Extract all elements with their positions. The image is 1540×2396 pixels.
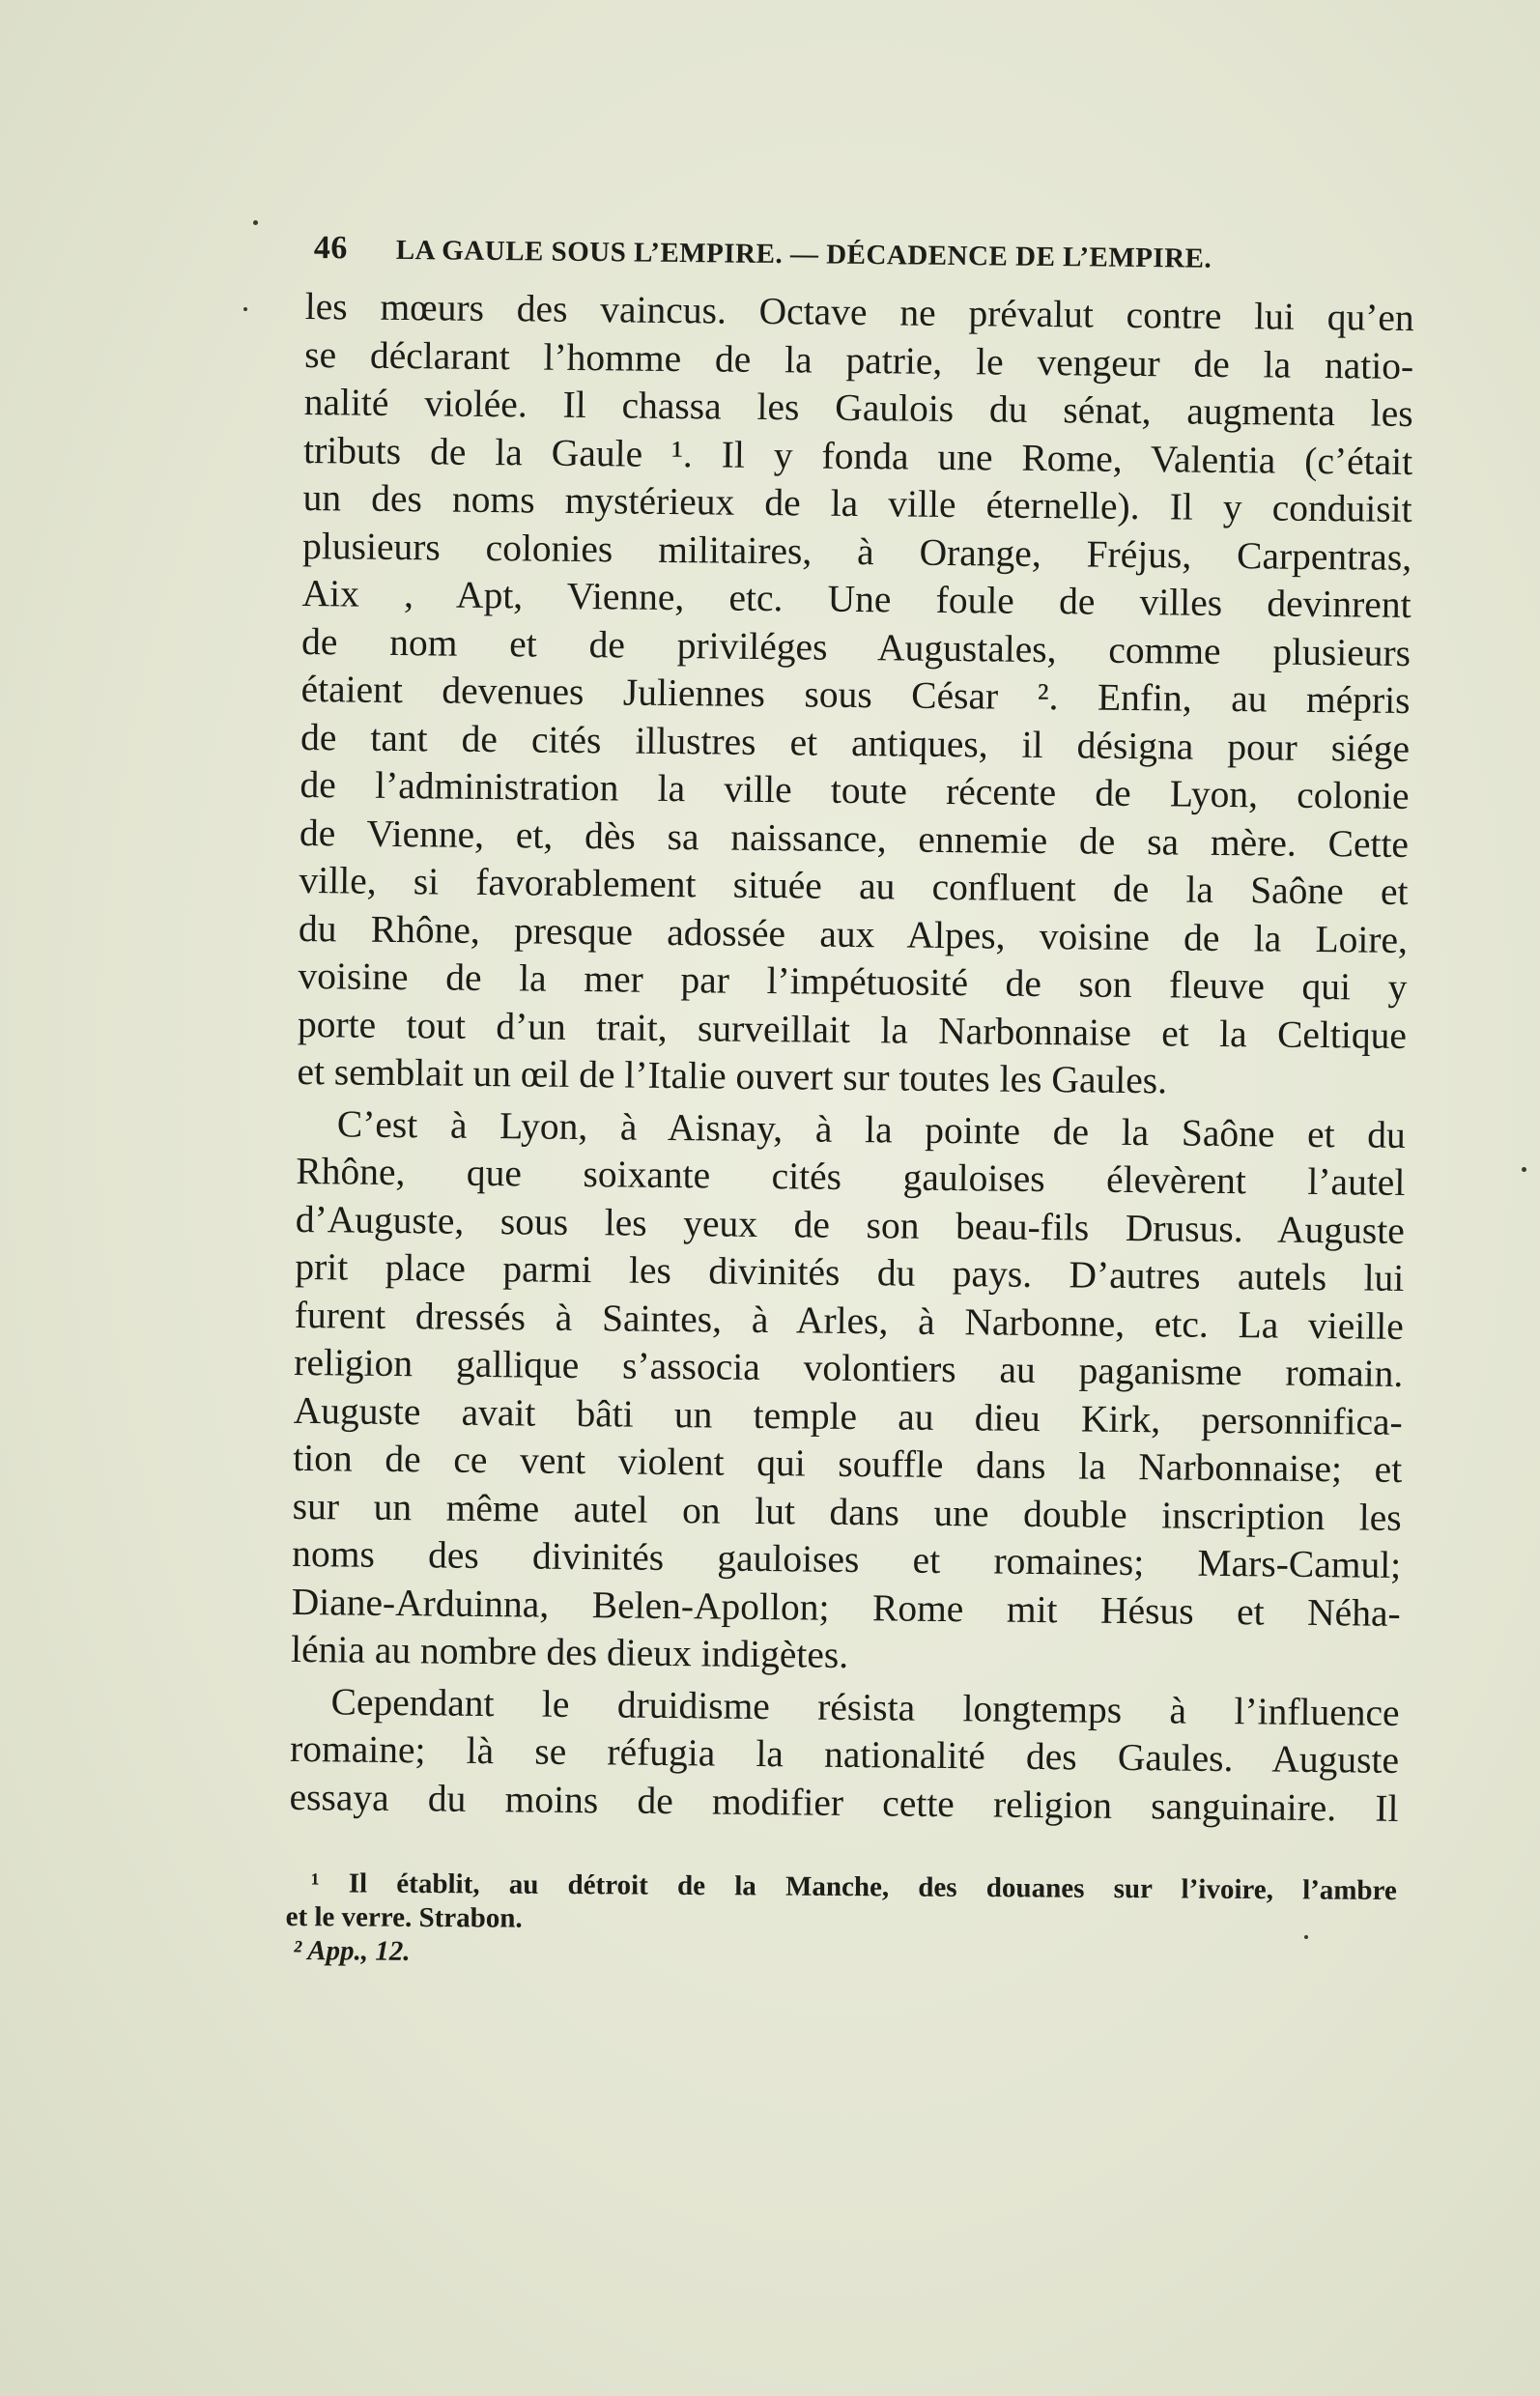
text-line: romaine; là se réfugia la nationalité des Gaules. Auguste <box>289 1726 1400 1782</box>
text-line: porte tout d’un trait, surveillait la Narbonnaise et la Celtique <box>297 1002 1408 1057</box>
running-title: LA GAULE SOUS L’EMPIRE. — DÉCADENCE DE L’EMPIRE. <box>395 234 1212 274</box>
text-line: essaya du moins de modifier cette religion sanguinaire. Il <box>289 1775 1399 1830</box>
text-line: plusieurs colonies militaires, à Orange, Fréjus, Carpentras, <box>301 524 1412 579</box>
text-line: ville, si favorablement située au confluent de la Saône et <box>299 858 1409 913</box>
text-line: lénia au nombre des dieux indigètes. <box>290 1627 849 1676</box>
text-line: religion gallique s’associa volontiers au paganisme romain. <box>294 1340 1404 1395</box>
footnotes <box>285 1867 1397 1976</box>
text-line: noms des divinités gauloises et romaines; Mars-Camul; <box>291 1531 1402 1586</box>
text-line: Diane-Arduinna, Belen-Apollon; Rome mit Hésus et Néha- <box>291 1580 1401 1635</box>
paragraph-3 <box>289 1677 1399 1833</box>
text-line: sur un même autel on lut dans une double inscription les <box>292 1484 1402 1539</box>
text-line: nalité violée. Il chassa les Gaulois du sénat, augmenta les <box>303 380 1413 436</box>
paragraph-1 <box>297 283 1414 1107</box>
text-line: et semblait un œil de l’Italie ouvert sur toutes les Gaules. <box>297 1049 1168 1102</box>
text-line: de tant de cités illustres et antiques, il désigna pour siége <box>299 715 1411 770</box>
text-line: de l’administration la ville toute récente de Lyon, colonie <box>299 762 1410 817</box>
running-header <box>313 230 1366 287</box>
footnote-1: ¹ Il établit, au détroit de la Manche, des douanes sur l’ivoire, l’ambre <box>310 1868 1397 1907</box>
text-line: tion de ce vent violent qui souffle dans la Narbonnaise; et <box>293 1436 1403 1491</box>
print-speck <box>243 307 247 311</box>
text-line: Cependant le druidisme résista longtemps à l’influence <box>330 1679 1400 1734</box>
text-line: de nom et de priviléges Augustales, comme plusieurs <box>300 619 1412 674</box>
text-line: furent dressés à Saintes, à Arles, à Narbonne, etc. La vieille <box>294 1293 1404 1348</box>
print-speck <box>253 220 258 225</box>
text-line: Auguste avait bâti un temple au dieu Kirk, personnifica- <box>293 1388 1403 1443</box>
text-line: Rhône, que soixante cités gauloises élevèrent l’autel <box>296 1149 1406 1204</box>
text-line: se déclarant l’homme de la patrie, le vengeur de la natio- <box>303 332 1414 387</box>
text-line: étaient devenues Juliennes sous César ². Enfin, au mépris <box>300 667 1411 722</box>
text-line: Aix , Apt, Vienne, etc. Une foule de villes devinrent <box>301 571 1412 627</box>
text-line: prit place parmi les divinités du pays. D’autres autels lui <box>295 1244 1405 1299</box>
text-line: tributs de la Gaule ¹. Il y fonda une Rome, Valentia (c’était <box>302 428 1413 483</box>
print-speck <box>1304 1935 1308 1939</box>
text-line: de Vienne, et, dès sa naissance, ennemie de sa mère. Cette <box>299 811 1410 866</box>
footnote-1-continuation: et le verre. Strabon. <box>285 1900 523 1934</box>
text-line: un des noms mystérieux de la ville éternelle). Il y conduisit <box>302 475 1412 531</box>
paragraph-2 <box>291 1099 1406 1685</box>
page-number: 46 <box>313 230 348 267</box>
text-line: C’est à Lyon, à Aisnay, à la pointe de la Saône et du <box>336 1101 1407 1156</box>
text-line: du Rhône, presque adossée aux Alpes, voisine de la Loire, <box>298 906 1409 961</box>
body-text <box>289 283 1414 1833</box>
print-speck <box>1522 1167 1526 1172</box>
text-line: les mœurs des vaincus. Octave ne prévalut contre lui qu’en <box>304 284 1414 340</box>
text-line: d’Auguste, sous les yeux de son beau-fils Drusus. Auguste <box>295 1197 1406 1252</box>
footnote-2: ² App., 12. <box>293 1935 411 1967</box>
text-line: voisine de la mer par l’impétuosité de son fleuve qui y <box>298 954 1408 1009</box>
